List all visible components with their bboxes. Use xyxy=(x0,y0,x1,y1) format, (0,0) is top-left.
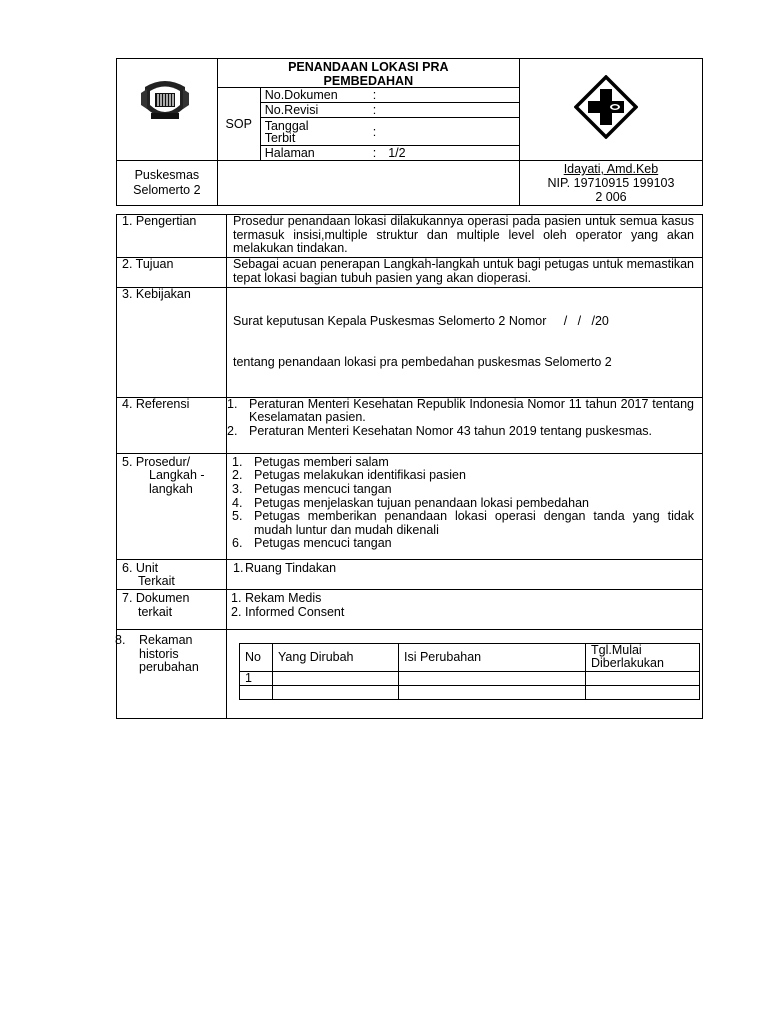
rekaman-label-line3: perubahan xyxy=(139,660,199,675)
text-tujuan: Sebagai acuan penerapan Langkah-langkah untuk bagi petugas untuk memastikan tepat lokasi bagian tubuh pasien yang akan dioperasi. xyxy=(227,258,703,288)
item-number: 5. xyxy=(232,509,243,524)
signature-blank-cell xyxy=(217,161,519,206)
item-number: 6. xyxy=(232,536,243,551)
column-header: Isi Perubahan xyxy=(399,643,586,671)
meta-sep: : xyxy=(372,103,377,117)
org-cell xyxy=(117,161,218,206)
prosedur-label-line3: langkah xyxy=(149,481,193,496)
regency-emblem-icon xyxy=(137,73,193,129)
sop-label: SOP xyxy=(218,88,261,160)
row-referensi xyxy=(117,397,703,453)
label-unit xyxy=(117,559,227,589)
list-item xyxy=(227,425,694,439)
list-unit xyxy=(227,559,703,589)
meta-row-halaman xyxy=(261,146,519,160)
column-header: Yang Dirubah xyxy=(273,643,399,671)
label-prosedur xyxy=(117,453,227,559)
logo-cell xyxy=(117,59,218,161)
table-cell xyxy=(273,671,399,685)
kebijakan-line2: tentang penandaan lokasi pra pembedahan puskesmas Selomerto 2 xyxy=(233,354,612,369)
header-table xyxy=(116,58,703,206)
content-table xyxy=(116,214,703,719)
signer-cell xyxy=(519,161,702,206)
list-item xyxy=(232,483,694,497)
label-kebijakan: 3. Kebijakan xyxy=(117,288,227,398)
list-item xyxy=(231,606,694,620)
item-text: Petugas mencuci tangan xyxy=(254,536,392,551)
row-tujuan xyxy=(117,258,703,288)
column-header: Tgl.Mulai Diberlakukan xyxy=(586,643,700,671)
dokumen-label-line2: terkait xyxy=(138,604,173,619)
unit-label-line2: Terkait xyxy=(138,574,175,589)
meta-label: No.Dokumen xyxy=(264,88,338,102)
table-cell: 1 xyxy=(240,671,273,685)
meta-label: Tanggal Terbit xyxy=(264,118,309,145)
list-item xyxy=(232,497,694,511)
table-cell xyxy=(399,685,586,699)
item-text: Peraturan Menteri Kesehatan Republik Indonesia Nomor 11 tahun 2017 tentang Keselamatan pasien. xyxy=(249,396,694,425)
meta-sep: : xyxy=(372,88,377,102)
list-item xyxy=(232,469,694,483)
item-text: Petugas mencuci tangan xyxy=(254,481,392,496)
row-rekaman xyxy=(117,629,703,718)
title-cell xyxy=(217,59,519,161)
rekaman-label-line2: historis xyxy=(139,646,179,661)
table-cell xyxy=(240,685,273,699)
meta-value: 1/2 xyxy=(388,146,406,160)
table-cell xyxy=(399,671,586,685)
item-number: 1. xyxy=(233,560,244,575)
kebijakan-line1: Surat keputusan Kepala Puskesmas Selomerto 2 Nomor / / /20 xyxy=(233,314,609,329)
rekaman-label-number: 8. xyxy=(115,632,126,647)
meta-value xyxy=(376,103,388,117)
item-text: Petugas memberi salam xyxy=(254,454,389,469)
list-item xyxy=(233,562,694,576)
item-text: Ruang Tindakan xyxy=(245,560,337,575)
revision-history-table xyxy=(239,643,700,700)
item-text: Petugas melakukan identifikasi pasien xyxy=(254,468,466,483)
org-name-line1: Puskesmas xyxy=(134,168,200,182)
item-number: 1. xyxy=(231,590,242,605)
label-rekaman xyxy=(117,629,227,718)
list-prosedur xyxy=(227,453,703,559)
table-cell xyxy=(586,671,700,685)
item-number: 2. xyxy=(232,468,243,483)
document-title-line1: PENANDAAN LOKASI PRA xyxy=(288,60,449,74)
puskesmas-logo-icon xyxy=(574,75,638,139)
text-kebijakan xyxy=(227,288,703,398)
meta-label: Halaman xyxy=(264,146,315,160)
row-pengertian xyxy=(117,215,703,258)
label-referensi: 4. Referensi xyxy=(117,397,227,453)
text-pengertian: Prosedur penandaan lokasi dilakukannya operasi pada pasien untuk semua kasus termasuk insisi,multiple struktur dan multiple level oleh operator yang akan melakukan tindakan. xyxy=(227,215,703,258)
item-number: 1. xyxy=(232,454,243,469)
rekaman-cell xyxy=(227,629,703,718)
list-item xyxy=(231,592,694,606)
meta-label: No.Revisi xyxy=(264,103,319,117)
list-item xyxy=(227,398,694,425)
item-number: 4. xyxy=(232,495,243,510)
item-text: Petugas menjelaskan tujuan penandaan lokasi pembedahan xyxy=(254,495,589,510)
meta-sep: : xyxy=(372,146,377,160)
item-text: Rekam Medis xyxy=(245,590,322,605)
document-title-line2: PEMBEDAHAN xyxy=(323,74,414,88)
row-unit xyxy=(117,559,703,589)
list-item xyxy=(232,456,694,470)
item-number: 3. xyxy=(232,481,243,496)
unit-label-line1: 6. Unit xyxy=(122,560,159,575)
item-text: Informed Consent xyxy=(245,604,345,619)
item-number: 1. xyxy=(227,396,238,411)
prosedur-label-line1: 5. Prosedur/ xyxy=(122,454,191,469)
item-text: Peraturan Menteri Kesehatan Nomor 43 tahun 2019 tentang puskesmas. xyxy=(249,423,653,438)
signer-name: Idayati, Amd.Keb xyxy=(563,162,659,176)
prosedur-label-line2: Langkah - xyxy=(149,468,205,483)
table-cell xyxy=(586,685,700,699)
list-item xyxy=(232,510,694,537)
table-row xyxy=(240,671,700,685)
table-cell xyxy=(273,685,399,699)
revision-header-row xyxy=(240,643,700,671)
list-referensi xyxy=(227,397,703,453)
signer-nip-line1: NIP. 19710915 199103 xyxy=(547,176,675,190)
row-prosedur xyxy=(117,453,703,559)
table-row xyxy=(240,685,700,699)
org-name-line2: Selomerto 2 xyxy=(133,183,201,197)
meta-sep: : xyxy=(372,124,377,139)
dokumen-label-line1: 7. Dokumen xyxy=(122,590,190,605)
rekaman-label-line1: Rekaman xyxy=(139,632,193,647)
row-kebijakan xyxy=(117,288,703,398)
meta-row-dokumen xyxy=(261,88,519,103)
list-item xyxy=(232,537,694,551)
label-pengertian: 1. Pengertian xyxy=(117,215,227,258)
row-dokumen xyxy=(117,589,703,629)
item-number: 2. xyxy=(227,423,238,438)
meta-row-tanggal xyxy=(261,118,519,146)
signer-nip-line2: 2 006 xyxy=(595,190,627,204)
meta-row-revisi xyxy=(261,103,519,118)
item-text: Petugas memberikan penandaan lokasi operasi dengan tanda yang tidak mudah luntur dan mudah dikenali xyxy=(254,509,694,537)
label-tujuan: 2. Tujuan xyxy=(117,258,227,288)
column-header: No xyxy=(240,643,273,671)
meta-value xyxy=(376,88,388,102)
item-number: 2. xyxy=(231,604,242,619)
list-dokumen xyxy=(227,589,703,629)
label-dokumen xyxy=(117,589,227,629)
logo-right-cell xyxy=(519,59,702,161)
